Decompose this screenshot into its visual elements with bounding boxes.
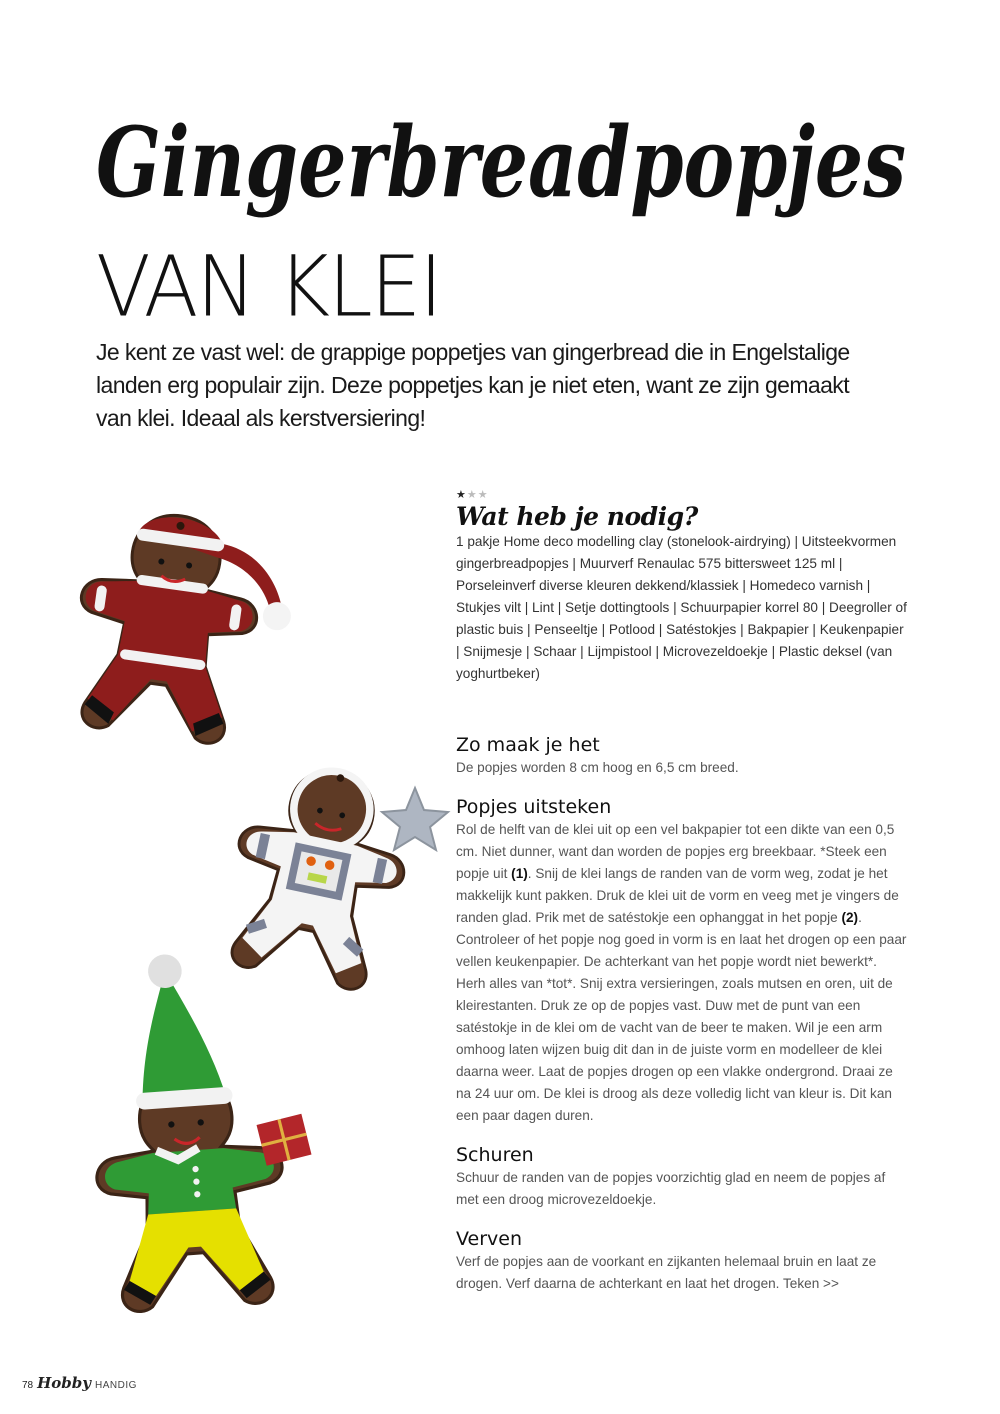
section-text: Rol de helft van de klei uit op een vel bakpapier tot een dikte van een 0,5 cm. Niet dunner, want dan worden de popjes erg breekbaar. *Steek een popje uit (1). Snij de klei langs de randen van de vorm weg, zodat je het makkelijk kunt pakken. Druk de klei uit de vorm en veeg met je vingers de randen glad. Prik met de satéstokje een ophanggat in het popje (2). Controleer of het popje nog goed in vorm is en laat het drogen op een paar vellen keukenpapier. De achterkant van het popje wordt niet bewerkt*. Herh alles van *tot*. Snij extra versieringen, zoals mutsen en oren, uit de kleirestanten. Druk ze op de popjes vast. Duw met de punt van een satéstokje in de klei om de vacht van de beer te maken. Wil je een arm omhoog laten wijzen buig dit dan in de juiste vorm en modelleer de klei daarna weer. Laat de popjes drogen op een vlakke ondergrond. Draai ze na 24 uur om. De klei is droog als deze volledig licht van kleur is. Dit kan een paar dagen duren. [456,822,907,1123]
difficulty-stars: ★★★ [456,489,489,501]
gingerbread-figures-photo [50,470,460,1350]
santa-figure [64,504,303,753]
section-text: De popjes worden 8 cm hoog en 6,5 cm breed. [456,760,739,775]
elf-figure [82,945,322,1314]
section-3 [456,1227,908,1295]
needs-list: 1 pakje Home deco modelling clay (stonelook-airdrying) | Uitsteekvormen gingerbreadpopjes | Muurverf Renaulac 575 bittersweet 125 ml | Porseleinverf diverse kleuren dekkend/klassiek | Homedeco varnish | Stukjes vilt | Lint | Setje dottingtools | Schuurpapier korrel 80 | Deegroller of plastic buis | Penseeltje | Potlood | Satéstokjes | Bakpapier | Keukenpapier | Snijmesje | Schaar | Lijmpistool | Microvezeldoekje | Plastic deksel (van yoghurtbeker) [456,534,907,681]
section-heading: Verven [456,1228,522,1250]
page-footer [22,1374,137,1392]
section-heading: Schuren [456,1144,534,1166]
silver-star [382,788,448,850]
page-number: 78 [22,1380,34,1391]
page-subtitle: VAN KLEI [96,238,441,336]
section-2 [456,1143,908,1211]
section-text: Verf de popjes aan de voorkant en zijkanten helemaal bruin en laat ze drogen. Verf daarna de achterkant en laat het drogen. Teken >> [456,1254,877,1291]
section-heading: Popjes uitsteken [456,796,612,818]
instructions-column [456,488,908,1295]
intro-paragraph: Je kent ze vast wel: de grappige poppetjes van gingerbread die in Engelstalige landen erg populair zijn. Deze poppetjes kan je niet eten, want ze zijn gemaakt van klei. Ideaal als kerstversiering! [96,339,850,431]
magazine-logo-sub: HANDIG [95,1380,137,1391]
needs-heading: Wat heb je nodig? [456,502,698,531]
magazine-logo: Hobby [37,1374,91,1392]
section-text: Schuur de randen van de popjes voorzichtig glad en neem de popjes af met een droog microvezeldoekje. [456,1170,886,1207]
section-1 [456,795,908,1127]
section-heading: Zo maak je het [456,734,600,756]
instruction-sections [456,733,908,1295]
page-title-script [96,96,916,246]
astronaut-figure [214,755,422,996]
section-0 [456,733,908,779]
svg-text:Gingerbreadpopjes: Gingerbreadpopjes [96,106,906,219]
